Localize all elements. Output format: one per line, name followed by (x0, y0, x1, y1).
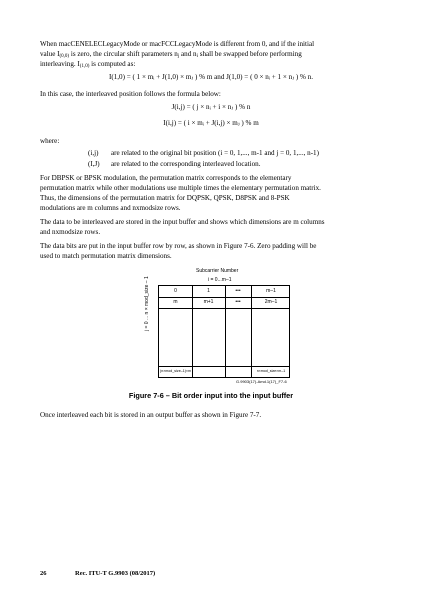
definition-variable: (I,J) (88, 160, 100, 168)
input-buffer-grid (158, 285, 290, 378)
grid-cell: 0 (174, 288, 177, 294)
i-range-label: i = 0...m–1 (208, 277, 232, 283)
j-range-label: j = 0 ... n × mod_size – 1 (144, 276, 150, 331)
paragraph-line: value $I_{(0,0)}$ is zero, the circular shift parameters $n_j$ and $n_i$ shall be swapped before performing (40, 50, 302, 59)
paragraph-line: For DBPSK or BPSK modulation, the permutation matrix corresponds to the elementary (40, 174, 292, 182)
paragraph-line: Thus, the dimensions of the permutation matrix for DQPSK, QPSK, D8PSK and 8-PSK (40, 194, 290, 202)
grid-cell: ••• (235, 288, 241, 294)
bit-order-figure (144, 268, 298, 385)
definition-variable: (i,j) (88, 149, 99, 157)
grid-cell: n×mod_size×m–1 (256, 369, 286, 373)
paragraph-line: interleaving. $I_{(1,0)}$ is computed as: (40, 60, 136, 69)
page-number: 26 (40, 570, 47, 577)
definition-text: are related to the original bit position (i = 0, 1,..., m-1 and j = 0, 1,..., n-1) (111, 149, 319, 157)
grid-cell: m+1 (203, 299, 214, 305)
paragraph-line: In this case, the interleaved position follows the formula below: (40, 90, 221, 98)
grid-divider (159, 366, 289, 367)
grid-cell: m–1 (266, 288, 276, 294)
grid-cell: 1 (207, 288, 210, 294)
figure-caption: Figure 7-6 – Bit order input into the input buffer (128, 391, 294, 400)
paragraph-line: used to match permutation matrix dimensions. (40, 252, 172, 260)
formula-line: I(1,0) = ( 1 × mᵢ + J(1,0) × mⱼ ) % m and J(1,0) = ( 0 × nᵢ + 1 × nⱼ ) % n. (109, 73, 313, 81)
paragraph-line: permutation matrix while other modulations use multiple times the elementary permutation matrix. (40, 184, 321, 192)
recommendation-ref: Rec. ITU-T G.9903 (08/2017) (75, 570, 156, 577)
paragraph-line: The data bits are put in the input buffer row by row, as shown in Figure 7-6. Zero padding will be (40, 242, 317, 250)
paragraph-line: Once interleaved each bit is stored in an output buffer as shown in Figure 7-7. (40, 411, 262, 419)
formula-line: I(i,j) = ( i × mᵢ + J(i,j) × mⱼ ) % m (163, 119, 259, 127)
paragraph-line: When macCENELECLegacyMode or macFCCLegacyMode is different from 0, and if the initial (40, 40, 315, 48)
grid-divider (159, 297, 289, 298)
paragraph-line: and nxmodsize rows. (40, 228, 101, 236)
formula-line: J(i,j) = ( j × nᵢ + i × nⱼ ) % n (171, 103, 251, 111)
grid-cell: (n×mod_size–1)×m (160, 369, 191, 373)
grid-cell: m (173, 299, 178, 305)
definition-text: are related to the corresponding interleaved location. (111, 160, 261, 168)
grid-divider (159, 308, 289, 309)
subcarrier-label: Subcarrier Number (196, 268, 239, 274)
paragraph-line: The data to be interleaved are stored in the input buffer and shows which dimensions are m columns (40, 218, 325, 226)
figure-id: G.9903(17)-Amd.1(17)_F7-6 (236, 379, 287, 384)
grid-cell: 2m–1 (264, 299, 278, 305)
where-label: where: (40, 137, 60, 145)
paragraph-line: modulations are m columns and nxmodsize rows. (40, 204, 181, 212)
grid-cell: ••• (235, 299, 241, 305)
